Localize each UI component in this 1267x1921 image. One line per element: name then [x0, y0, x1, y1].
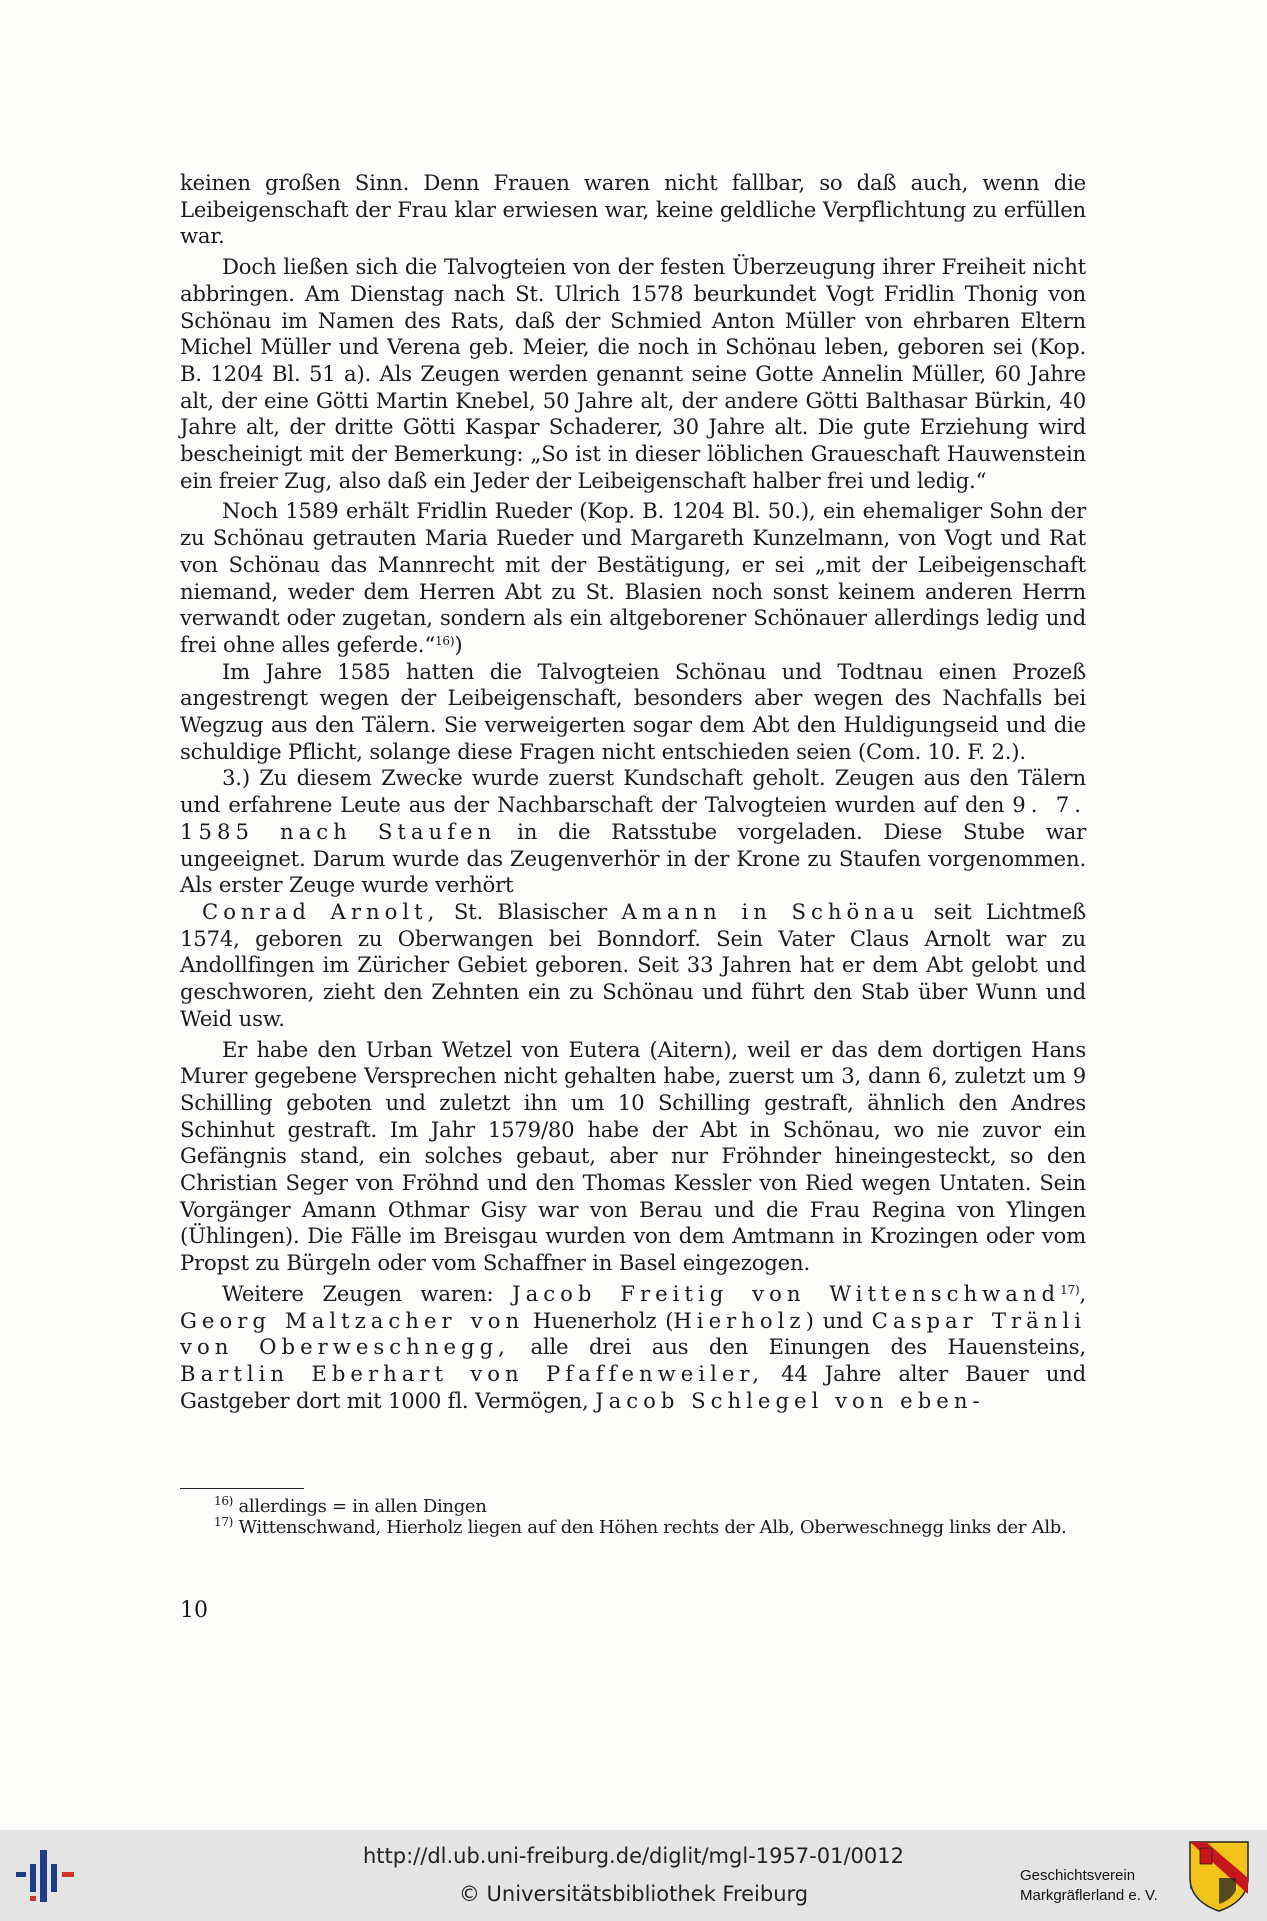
paragraph-3 — [180, 498, 1086, 658]
paragraph-4: Im Jahre 1585 hatten die Talvogteien Schönau und Todtnau einen Prozeß angestrengt wegen der Leibeigenschaft, besonders aber wegen des Nachfalls bei Wegzug aus den Tälern. Sie verweigerten sogar dem Abt den Huldigungseid und die schuldige Pflicht, solange diese Fragen nicht entschieden seien (Com. 10. F. 2.). — [180, 658, 1086, 764]
paragraph-8-i: alle drei aus den Einungen des Hauensteins, — [530, 1334, 1087, 1360]
paragraph-8-e: Huenerholz ( — [533, 1307, 674, 1333]
paragraph-8-a: Weitere Zeugen waren: — [222, 1280, 494, 1306]
footnotes — [180, 1494, 1086, 1538]
witness-office: Amann in Schönau — [621, 898, 920, 924]
source-url[interactable]: http://dl.ub.uni-freiburg.de/diglit/mgl-1957-01/0012 — [362, 1844, 904, 1868]
society-line-1: Geschichtsverein — [1020, 1867, 1136, 1884]
paragraph-6-b: St. Blasischer — [453, 898, 608, 924]
witness-jacob-freitig: Jacob Freitig von Wittenschwand — [512, 1280, 1061, 1306]
paragraph-5 — [180, 765, 1086, 899]
witness-jacob-schlegel: Jacob Schlegel von eben- — [595, 1387, 985, 1413]
paragraph-1: keinen großen Sinn. Denn Frauen waren nicht fallbar, so daß auch, wenn die Leibeigenschaft der Frau klar erwiesen war, keine geldliche Verpflichtung zu erfüllen war. — [180, 170, 1086, 249]
society-name — [1020, 1866, 1180, 1906]
society-line-2: Markgräflerland e. V. — [1020, 1887, 1158, 1904]
paragraph-8-k: 44 Jahre alter Bauer und Gastgeber dort mit 1000 fl. Vermögen, — [180, 1360, 1086, 1413]
paragraph-5-date-place: 9. 7. 1585 nach Staufen — [180, 792, 1086, 844]
paragraph-3-text: Noch 1589 erhält Fridlin Rueder (Kop. B. 1204 Bl. 50.), ein ehemaliger Sohn der zu Schönau getrauten Maria Rueder und Margareth Kunzelmann, von Vogt und Rat von Schönau das Mannrecht mit der Bestätigung, er sei „mit der Leibeigenschaft niemand, weder dem Herren Abt zu St. Blasien noch sonst keinem anderen Herrn verwandt oder zugetan, sondern als ein altgeborener Schönauer allerdings ledig und frei ohne alles geferde.“ — [180, 498, 1086, 657]
footnote-17-text: Wittenschwand, Hierholz liegen auf den Höhen rechts der Alb, Oberweschnegg links der Alb. — [238, 1516, 1067, 1538]
place-hierholz: Hierholz — [673, 1307, 806, 1333]
paragraph-8 — [180, 1281, 1086, 1415]
footer-bar — [0, 1830, 1267, 1921]
footnote-17-mark: 17) — [214, 1514, 234, 1529]
paragraph-6 — [180, 899, 1086, 1033]
paragraph-7: Er habe den Urban Wetzel von Eutera (Aitern), weil er das dem dortigen Hans Murer gegebene Versprechen nicht gehalten habe, zuerst um 3, dann 6, zuletzt um 9 Schilling geboten und zuletzt ihn um 10 Schilling gestraft, ähnlich den Andres Schinhut gestraft. Im Jahr 1579/80 habe der Abt in Schönau, wo nie zuvor ein Gefängnis stand, ein solches gebaut, aber nur Fröhnder hineingesteckt, so den Christian Seger von Fröhnd und den Thomas Kessler von Ried wegen Untaten. Sein Vorgänger Amann Othmar Gisy war von Berau und die Frau Regina von Ylingen (Ühlingen). Die Fälle im Breisgau wurden von dem Amtmann in Krozingen oder vom Propst zu Bürgeln oder vom Schaffner in Basel eingezogen. — [180, 1036, 1086, 1276]
witness-bartlin-eberhart: Bartlin Eberhart von Pfaffenweiler, — [180, 1360, 764, 1386]
paragraph-6-d: seit Lichtmeß 1574, geboren zu Oberwangen bei Bonndorf. Sein Vater Claus Arnolt war zu Andollfingen im Züricher Gebiet geboren. Seit 33 Jahren hat er dem Abt gelobt und geschworen, zieht den Zehnten ein zu Schönau und führt den Stab über Wunn und Weid usw. — [180, 898, 1086, 1031]
footnote-17 — [180, 1514, 1086, 1539]
paragraph-8-g: ) und — [805, 1307, 863, 1333]
copyright-notice: © Universitätsbibliothek Freiburg — [458, 1882, 809, 1906]
footnote-ref-16: 16) — [434, 633, 455, 648]
footnote-rule — [180, 1488, 304, 1489]
witness-georg-maltzacher: Georg Maltzacher von — [180, 1307, 525, 1333]
witness-name: Conrad Arnolt, — [202, 898, 440, 924]
page-number: 10 — [180, 1598, 208, 1623]
body-text — [180, 170, 1086, 1414]
paragraph-3-close: ) — [454, 631, 463, 657]
footnote-16-mark: 16) — [214, 1494, 234, 1508]
paragraph-5-a: 3.) Zu diesem Zwecke wurde zuerst Kundschaft geholt. Zeugen aus den Tälern und erfahrene Leute aus der Nachbarschaft der Talvogteien wurden auf den — [180, 765, 1086, 818]
paragraph-2: Doch ließen sich die Talvogteien von der festen Überzeugung ihrer Freiheit nicht abbringen. Am Dienstag nach St. Ulrich 1578 beurkundet Vogt Fridlin Thonig von Schönau im Namen des Rats, daß der Schmied Anton Müller von ehrbaren Eltern Michel Müller und Verena geb. Meier, die noch in Schönau leben, geboren sei (Kop. B. 1204 Bl. 51 a). Als Zeugen werden genannt seine Gotte Annelin Müller, 60 Jahre alt, der eine Götti Martin Knebel, 50 Jahre alt, der andere Götti Balthasar Bürkin, 40 Jahre alt, der dritte Götti Kaspar Schaderer, 30 Jahre alt. Die gute Erziehung wird bescheinigt mit der Bemerkung: „So ist in dieser löblichen Graueschaft Hauwenstein ein freier Zug, also daß ein Jeder der Leibeigenschaft halber frei und ledig.“ — [180, 254, 1086, 493]
footnote-16 — [180, 1494, 1086, 1518]
witness-caspar-traenli: Caspar Tränli von Oberweschnegg, — [180, 1307, 1086, 1360]
paragraph-8-comma: , — [1079, 1280, 1086, 1306]
paragraph-5-c: in die Ratsstube vorgeladen. Diese Stube war ungeeignet. Darum wurde das Zeugenverhör in der Krone zu Staufen vorgenommen. Als erster Zeuge wurde verhört — [180, 818, 1087, 898]
coat-of-arms-icon — [1186, 1838, 1252, 1914]
footnote-ref-17: 17) — [1060, 1282, 1080, 1297]
footnote-16-text: allerdings = in allen Dingen — [238, 1496, 487, 1517]
